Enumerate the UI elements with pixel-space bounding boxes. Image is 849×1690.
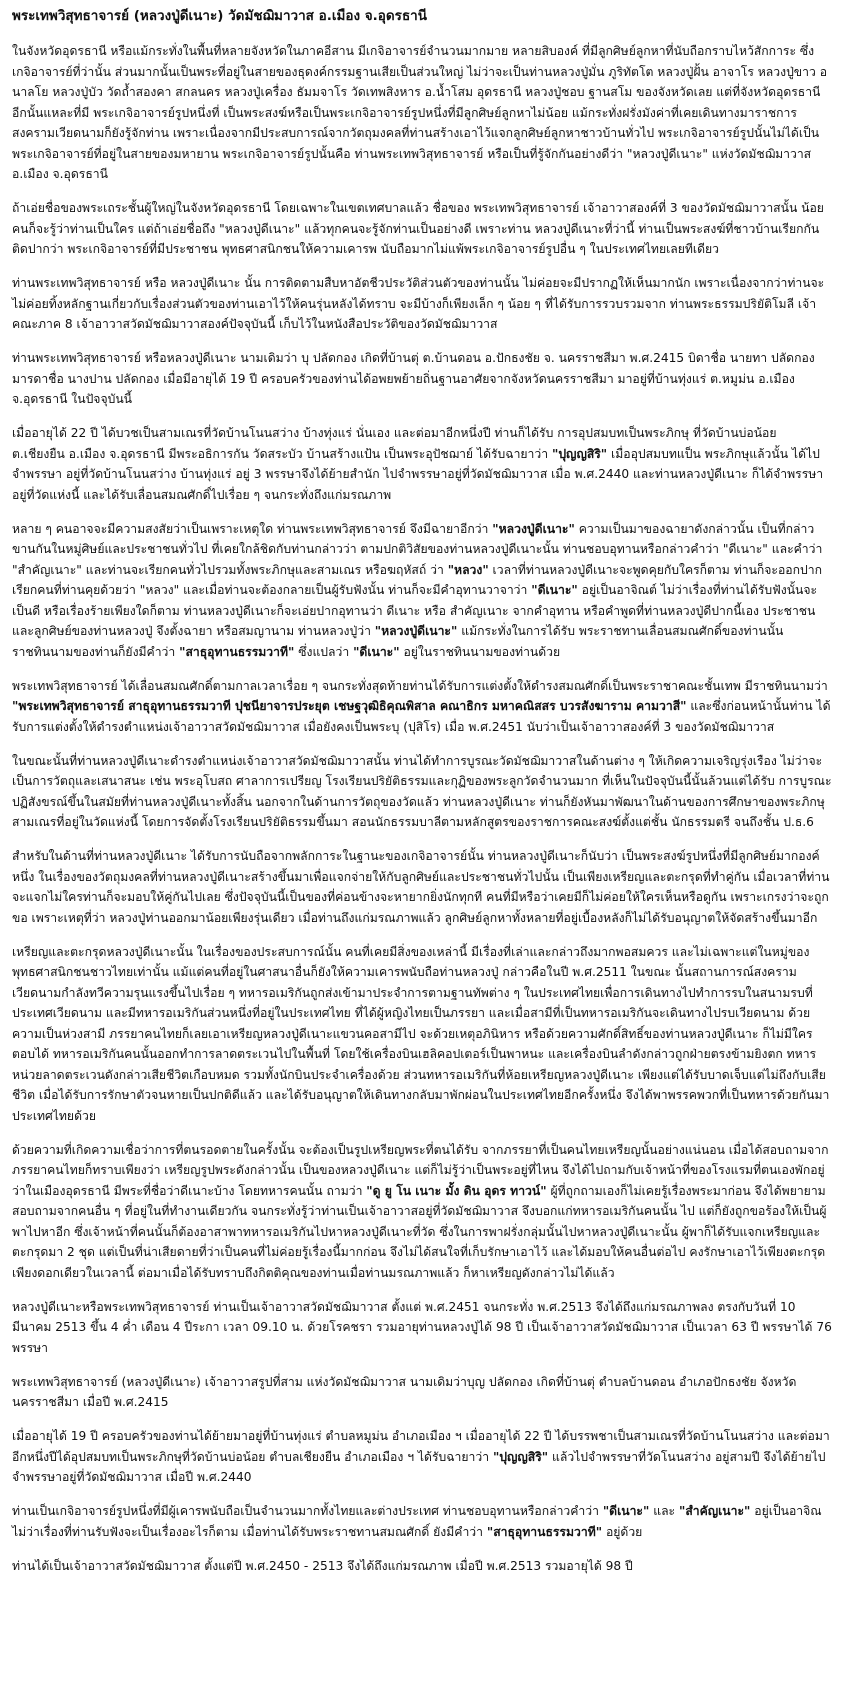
emphasized-term: "ปุญญสิริ": [492, 1449, 549, 1464]
article-paragraph: [12, 751, 833, 833]
article-title: พระเทพวิสุทธาจารย์ (หลวงปู่ดีเนาะ) วัดมัชฌิมาวาส อ.เมือง จ.อุดรธานี: [12, 8, 427, 24]
paragraph-text: ด้วยความที่เกิดความเชื่อว่าการที่ตนรอดตายในครั้งนั้น จะต้องเป็นรูปเหรียญพระที่ตนได้รับ จากภรรยาที่เป็นคนไทยเหรียญนั้นอย่างแน่นอน เมื่อได้สอบถามจากภรรยาคนไทยก็ทราบเพียงว่า เหรียญรูปพระดังกล่าวนั้น เป็นของหลวงปู่ดีเนาะ แต่ก็ไม่รู้ว่าเป็นพระอยู่ที่ไหน จึงได้ไปถามกับเจ้าหน้าที่ของโรงแรมที่ตนเองพักอยู่ว่าในเมืองอุดรธานี มีพระที่ชื่อว่าดีเนาะบ้าง โดยทหารคนนั้น ถามว่า: [12, 1142, 829, 1198]
paragraph-text: พระเทพวิสุทธาจารย์ ได้เลื่อนสมณศักดิ์ตามกาลเวลาเรื่อย ๆ จนกระทั่งสุดท้ายท่านได้รับการแต่งตั้งให้ดำรงสมณศักดิ์เป็นพระราชาคณะชั้นเทพ มีราชทินนามว่า: [12, 678, 828, 693]
paragraph-text: หลวงปู่ดีเนาะหรือพระเทพวิสุทธาจารย์ ท่านเป็นเจ้าอาวาสวัดมัชฌิมาวาส ตั้งแต่ พ.ศ.2451 จนกระทั่ง พ.ศ.2513 จึงได้ถึงแก่มรณภาพลง ตรงกับวันที่ 10 มีนาคม 2513 ขึ้น 4 ค่ำ เดือน 4 ปีระกา เวลา 09.10 น. ด้วยโรคชรา รวมอายุท่านหลวงปู่ได้ 98 ปี เป็นเจ้าอาวาสวัดมัชฌิมาวาส เป็นเวลา 63 ปี พรรษาได้ 76 พรรษา: [12, 1299, 832, 1355]
paragraph-text: อยู่เป็นอาจิณต์ ไม่ว่าเรื่องที่ท่านได้รับฟังนั้นจะเป็นดี หรือเรื่องร้ายเพียงใดก็ตาม ท่านหลวงปู่ดีเนาะก็จะเอ่ยปากอุทานว่า ดีเนาะ หรือ สำคัญเนาะ จากคำอุทาน หรือคำพูดที่ท่านหลวงปู่ดีปากนี้เอง ประชาชนและลูกศิษย์ของท่านหลวงปู่ จึงตั้งฉายา หรือสมญานาม ท่านหลวงปู่ว่า: [12, 583, 818, 638]
emphasized-term: "ปุญญสิริ": [551, 446, 608, 461]
article-paragraph: [12, 846, 833, 928]
paragraph-text: และ: [649, 1504, 679, 1518]
article-paragraph: [12, 41, 833, 185]
emphasized-term: "สาธุอุทานธรรมวาที": [486, 1524, 603, 1539]
paragraph-text: แล้วไปจำพรรษาที่วัดโนนสว่าง อยู่สามปี จึงได้ย้ายไปจำพรรษาอยู่ที่วัดมัชฌิมาวาส เมื่อปี พ.ศ.2440: [12, 1449, 826, 1484]
paragraph-text: อยู่ด้วย: [602, 1524, 643, 1539]
emphasized-term: "หลวงปู่ดีเนาะ": [374, 624, 458, 638]
paragraph-text: ในขณะนั้นที่ท่านหลวงปู่ดีเนาะดำรงตำแหน่งเจ้าอาวาสวัดมัชฌิมาวาสนั้น ท่านได้ทำการบูรณะวัดมัชฌิมาวาสในด้านต่าง ๆ ให้เกิดความเจริญรุ่งเรือง ไม่ว่าจะเป็นการวัตถุและเสนาสนะ เช่น พระอุโบสถ ศาลาการเปรียญ โรงเรียนปริยัติธรรมและกุฏิของพระลูกวัดจำนวนมาก ที่เห็นในปัจจุบันนี้นั้นล้วนแต่ได้รับ การบูรณะปฏิสังขรณ์ขึ้นในสมัยที่ท่านหลวงปู่ดีเนาะทั้งสิ้น นอกจากในด้านการวัตถุของวัดแล้ว ท่านหลวงปู่ดีเนาะ ท่านก็ยังหันมาพัฒนาในด้านของการศึกษาของพระภิกษุสามเณรที่อยู่ในวัดแห่งนี้ โดยการจัดตั้งโรงเรียนปริยัติธรรมขึ้นมา สอนนักธรรมบาลีตามหลักสูตรของราชการคณะสงฆ์ตั้งแต่ชั้น นักธรรมตรี จนถึงชั้น ป.ธ.6: [12, 753, 832, 829]
article-paragraph: [12, 519, 833, 663]
paragraph-text: ในจังหวัดอุดรธานี หรือแม้กระทั่งในพื้นที่หลายจังหวัดในภาคอีสาน มีเกจิอาจารย์จำนวนมากมาย หลายสิบองค์ ที่มีลูกศิษย์ลูกหาที่นับถือกราบไหว้สักการะ ซึ่งเกจิอาจารย์ที่ว่านั้น ส่วนมากนั้นเป็นพระที่อยู่ในสายของธุดงค์กรรมฐานเสียเป็นส่วนใหญ่ ไม่ว่าจะเป็นท่านหลวงปู่มั่น ภูริทัตโต หลวงปู่ฝั้น อาจาโร หลวงปู่ขาว อนาลโย หลวงปู่บัว วัดถ้ำสองคา สกลนคร หลวงปู่เครื่อง ธัมมจาโร วัดเทพสิงหาร อ.น้ำโสม อุดรธานี หลวงปู่ชอบ ฐานสโม ของจังหวัดเลย แต่ที่จังหวัดอุดรธานีอีกนั้นแหละที่มี พระเกจิอาจารย์รูปหนึ่งที่ เป็นพระสงฆ์หรือเป็นพระเกจิอาจารย์รูปหนึ่งที่มีลูกศิษย์ลูกหาไม่น้อย แม้กระทั่งฝรั่งมังค่าที่เคยเดินทางมาราชการสงครามเวียดนามก็ยังรู้จักท่าน เพราะเนื่องจากมีประสบการณ์จากวัตถุมงคลที่ท่านสร้างเอาไว้แจกลูกศิษย์ลูกหาชาวบ้านทั่วไป พระเกจิอาจารย์รูปนั้นไม่ได้เป็นพระเกจิอาจารย์ที่อยู่ในสายของมหายาน พระเกจิอาจารย์รูปนั้นคือ ท่านพระเทพวิสุทธาจารย์ หรือเป็นที่รู้จักกันอย่างดีว่า "หลวงปู่ดีเนาะ" แห่งวัดมัชฌิมาวาส อ.เมือง จ.อุดรธานี: [12, 44, 828, 181]
paragraph-text: ท่านได้เป็นเจ้าอาวาสวัดมัชฌิมาวาส ตั้งแต่ปี พ.ศ.2450 - 2513 จึงได้ถึงแก่มรณภาพ เมื่อปี พ.ศ.2513 รวมอายุได้ 98 ปี: [12, 1558, 633, 1573]
article-paragraph: [12, 1372, 833, 1413]
paragraph-text: ท่านเป็นเกจิอาจารย์รูปหนึ่งที่มีผู้เคารพนับถือเป็นจำนวนมากทั้งไทยและต่างประเทศ ท่านชอบอุทานหรือกล่าวคำว่า: [12, 1504, 603, 1518]
article-paragraph: [12, 1140, 833, 1284]
paragraph-text: เวลาที่ท่านหลวงปู่ดีเนาะจะพูดคุยกับใครก็ตาม ท่านก็จะออกปากเรียกคนที่ท่านคุยด้วยว่า "หลวง" และเมื่อท่านจะต้องกลายเป็นผู้รับฟังนั้น ท่านก็จะมีคำอุทานวาจาว่า: [12, 562, 822, 597]
paragraph-text: พระเทพวิสุทธาจารย์ (หลวงปู่ดีเนาะ) เจ้าอาวาสรูปที่สาม แห่งวัดมัชฌิมาวาส นามเดิมว่าบุญ ปลัดกอง เกิดที่บ้านตุ่ ตำบลบ้านดอน อำเภอปักธงชัย จังหวัดนครราชสีมา เมื่อปี พ.ศ.2415: [12, 1374, 797, 1409]
paragraph-text: ซึ่งแปลว่า: [294, 644, 354, 659]
emphasized-term: "สาธุอุทานธรรมวาที": [179, 644, 295, 659]
paragraph-text: หลาย ๆ คนอาจจะมีความสงสัยว่าเป็นเพราะเหตุใด ท่านพระเทพวิสุทธาจารย์ จึงมีฉายาอีกว่า: [12, 521, 493, 536]
paragraph-text: ท่านพระเทพวิสุทธาจารย์ หรือ หลวงปู่ดีเนาะ นั้น การติดตามสืบหาอัตชีวประวัติส่วนตัวของท่านนั้น ไม่ค่อยจะมีปรากฏให้เห็นมากนัก เพราะเนื่องจากว่าท่านจะไม่ค่อยทิ้งหลักฐานเกี่ยวกับเรื่องส่วนตัวของท่านเอาไว้ให้คนรุ่นหลังได้ทราบ จะมีบ้างก็เพียงเล็ก ๆ น้อย ๆ ที่ได้รับการรวบรวมจาก ท่านพระธรรมปริยัติโมลี เจ้าคณะภาค 8 เจ้าอาวาสวัดมัชฌิมาวาสองค์ปัจจุบันนี้ เก็บไว้ในหนังสือประวัติของวัดมัชฌิมาวาส: [12, 276, 825, 331]
article-paragraph: [12, 942, 833, 1127]
paragraph-text: อยู่ในราชทินนามของท่านด้วย: [399, 644, 561, 659]
paragraph-text: และซึ่งก่อนหน้านั้นท่าน ได้รับการแต่งตั้งให้ดำรงตำแหน่งเจ้าอาวาสวัดมัชฌิมาวาส เมื่อยังคงเป็นพระบุ (ปุสิโร) เมื่อ พ.ศ.2451 นับว่าเป็นเจ้าอาวาสองค์ที่ 3 ของวัดมัชฌิมาวาส: [12, 699, 831, 734]
article-paragraph: [12, 348, 833, 410]
emphasized-term: "สำคัญเนาะ": [678, 1504, 751, 1518]
emphasized-term: "หลวง": [447, 562, 489, 577]
article-body: [12, 41, 833, 1576]
paragraph-text: แม้กระทั่งในการได้รับ พระราชทานเลื่อนสมณศักดิ์ของท่านนั้น ราชทินนามของท่านก็ยังมีคำว่า: [12, 624, 784, 659]
paragraph-text: อยู่เป็นอาจิณ ไม่ว่าเรื่องที่ท่านรับฟังจะเป็นเรื่องอะไรก็ตาม เมื่อท่านได้รับพระราชทานสมณศักดิ์ ยังมีคำว่า: [12, 1504, 822, 1539]
article-paragraph: [12, 676, 833, 738]
article-paragraph: [12, 198, 833, 260]
paragraph-text: เมื่ออายุได้ 22 ปี ได้บวชเป็นสามเณรที่วัดบ้านโนนสว่าง บ้างทุ่งแร่ นั่นเอง และต่อมาอีกหนึ่งปี ท่านก็ได้รับ การอุปสมบทเป็นพระภิกษุ ที่วัดบ้านบ่อน้อย ต.เชียงยืน อ.เมือง จ.อุดรธานี มีพระอธิการกัน วัดสระบัว บ้านสร้างแป้น เป็นพระอุปัชฌาย์ ได้รับฉายาว่า: [12, 426, 777, 461]
emphasized-term: "ดีเนาะ": [353, 644, 400, 659]
emphasized-term: "ดีเนาะ": [602, 1504, 650, 1518]
paragraph-text: เมื่ออายุได้ 19 ปี ครอบครัวของท่านได้ย้ายมาอยู่ที่บ้านทุ่งแร่ ตำบลหมูม่น อำเภอเมือง ฯ เมื่ออายุได้ 22 ปี ได้บรรพชาเป็นสามเณรที่วัดบ้านโนนสว่าง และต่อมาอีกหนึ่งปีได้อุปสมบทเป็นพระภิกษุที่วัดบ้านบ่อน้อย ตำบลเชียงยืน อำเภอเมือง ฯ ได้รับฉายาว่า: [12, 1429, 830, 1464]
article-paragraph: [12, 1297, 833, 1359]
emphasized-term: "ดีเนาะ": [531, 583, 578, 597]
paragraph-text: เมื่ออุปสมบทแป็น พระภิกษุแล้วนั้น ได้ไปจำพรรษา อยู่ที่วัดบ้านโนนสว่าง บ้านทุ่งแร่ อยู่ 3 พรรษาจึงได้ย้ายสำนัก ไปจำพรรษาอยู่ที่วัดมัชฌิมาวาส เมื่อ พ.ศ.2440 และท่านหลวงปู่ดีเนาะ ก็ได้จำพรรษาอยู่ที่วัดแห่งนี้ และได้รับเลื่อนสมณศักดิ์ไปเรื่อย ๆ จนกระทั่งถึงแก่มรณภาพ: [12, 446, 824, 502]
article-paragraph: [12, 1556, 833, 1577]
emphasized-term: "ดู ยู โน เนาะ มั้ง ดิน อุดร ทาวน์": [366, 1183, 547, 1198]
article-paragraph: [12, 1501, 833, 1542]
paragraph-text: สำหรับในด้านที่ท่านหลวงปู่ดีเนาะ ได้รับการนับถือจากพลักการะในฐานะของเกจิอาจารย์นั้น ท่านหลวงปู่ดีเนาะก็นับว่า เป็นพระสงฆ์รูปหนึ่งที่มีลูกศิษย์มากองค์หนึ่ง ในเรื่องของวัตถุมงคลที่ท่านหลวงปู่ดีเนาะสร้างขึ้นมาเพื่อแจกจ่ายให้กับลูกศิษย์และประชาชนทั่วไปนั้น เป็นเพียงเหรียญและตะกรุดที่ทำคู่กัน เมื่อเวลาที่ท่านจะแจกไม่ใครท่านก็จะมอบให้คู่กันไปเลย ซึ่งปัจจุบันนี้เป็นของที่ค่อนข้างจะหายากยิ่งนักทุกที คนที่มีหรือว่าเคยมีก็ไม่ค่อยให้ใครเห็นหรือดูกัน เพราะเกรงว่าจะถูกขอ เพราะเหตุที่ว่า หลวงปู่ท่านออกมาน้อยเพียงรุ่นเดียว เมื่อท่านถึงแก่มรณภาพแล้ว ลูกศิษย์ลูกหาทั้งหลายที่อยู่เบื้องหลังก็ไม่ได้รับอนุญาตให้จัดสร้างขึ้นมาอีก: [12, 849, 830, 925]
paragraph-text: ถ้าเอ่ยชื่อของพระเถระชั้นผู้ใหญ่ในจังหวัดอุดรธานี โดยเฉพาะในเขตเทศบาลแล้ว ชื่อของ พระเทพวิสุทธาจารย์ เจ้าอาวาสองค์ที่ 3 ของวัดมัชฌิมาวาสนั้น น้อยคนก็จะรู้ว่าท่านเป็นใคร แต่ถ้าเอ่ยชื่อถึง "หลวงปู่ดีเนาะ" แล้วทุกคนจะรู้จักท่านเป็นอย่างดี เพราะท่าน หลวงปู่ดีเนาะที่ว่านี้ ท่านเป็นพระสงฆ์ที่ชาวบ้านเรียกกันติดปากว่า พระเกจิอาจารย์ที่มีประชาชน พุทธศาสนิกชนให้ความเคารพ นับถือมากไม่แพ้พระเกจิอาจารย์รูปอื่น ๆ ในประเทศไทยเลยทีเดียว: [12, 201, 824, 256]
paragraph-text: เหรียญและตะกรุดหลวงปู่ดีเนาะนั้น ในเรื่องของประสบการณ์นั้น คนที่เคยมีสิ่งของเหล่านี้ มีเรื่องที่เล่าและกล่าวถึงมากพอสมควร และไม่เฉพาะแต่ในหมู่ของพุทธศาสนิกชนชาวไทยเท่านั้น แม้แต่คนที่อยู่ในศาสนาอื่นก็ยังให้ความเคารพนับถือท่านหลวงปู่ กล่าวคือในปี พ.ศ.2511 ในขณะ นั้นสถานการณ์สงครามเวียดนามกำลังทวีความรุนแรงขึ้นไปเรื่อย ๆ ทหารอเมริกันถูกส่งเข้ามาประจำการตามฐานทัพต่าง ๆ ในประเทศไทยเพื่อการเดินทางไปทำการรบในสนามรบที่ประเทศเวียดนาม และมีทหารอเมริกันส่วนหนึ่งที่อยู่ในประเทศไทย ที่ได้ผู้หญิงไทยเป็นภรรยา และเมื่อสามีที่เป็นทหารอเมริกันจะเดินทางไปรบเวียดนาม ด้วยความเป็นห่วงสามี ภรรยาคนไทยก็เลยเอาเหรียญหลวงปู่ดีเนาะแขวนคอสามีไป จะด้วยเหตุอภินิหาร หรือด้วยความศักดิ์สิทธิ์ของท่านหลวงปู่ดีเนาะ ก็ไม่มีใครตอบได้ ทหารอเมริกันคนนั้นออกทำการลาดตระเวนไปในพื้นที่ โดยใช้เครื่องบินเฮลิคอปเตอร์เป็นพาหนะ และเครื่องบินลำดังกล่าวถูกฝ่ายตรงข้ามยิงตก ทหารหน่วยลาดตระเวนดังกล่าวเสียชีวิตเกือบหมด รวมทั้งนักบินประจำเครื่องด้วย ส่วนทหารอเมริกันที่ห้อยเหรียญหลวงปู่ดีเนาะ เพียงแต่ได้รับบาดเจ็บแต่ไม่ถึงกับเสียชีวิต เมื่อได้รับการรักษาตัวจนหายเป็นปกติดีแล้ว และได้รับอนุญาตให้เดินทางกลับมาพักผ่อนในประเทศไทยอีกครั้งหนึ่ง จึงได้พาพรรคพวกที่เป็นทหารด้วยกันมาประเทศไทยด้วย: [12, 944, 830, 1123]
paragraph-text: ความเป็นมาของฉายาดังกล่าวนั้น เป็นที่กล่าวขานกันในหมู่ศิษย์และประชาชนทั่วไป ที่เคยใกล้ชิดกับท่านกล่าวว่า ตามปกติวิสัยของท่านหลวงปู่ดีเนาะนั้น ท่านชอบอุทานหรือกล่าวคำว่า "ดีเนาะ" และคำว่า "สำคัญเนาะ" และท่านจะเรียกคนทั่วไปรวมทั้งพระภิกษุและสามเณร หรือฆฤหัสถ์ ว่า: [12, 521, 823, 577]
emphasized-term: "พระเทพวิสุทธาจารย์ สาธุอุทานธรรมวาที ปุชนียาจารประยุต เชษฐวุฒิธิคุณพิสาล คณาธิกร มหาคณิสสร บวรสังฆาราม คามวาสี": [12, 699, 687, 713]
article-paragraph: [12, 1426, 833, 1488]
article-paragraph: [12, 423, 833, 505]
emphasized-term: "หลวงปู่ดีเนาะ": [492, 521, 575, 536]
paragraph-text: ท่านพระเทพวิสุทธาจารย์ หรือหลวงปู่ดีเนาะ นามเดิมว่า บุ ปลัดกอง เกิดที่บ้านตุ่ ต.บ้านดอน อ.ปักธงชัย จ. นครราชสีมา พ.ศ.2415 บิดาชื่อ นายทา ปลัดกอง มารดาชื่อ นางปาน ปลัดกอง เมื่อมีอายุได้ 19 ปี ครอบครัวของท่านได้อพยพย้ายถิ่นฐานอาศัยจากจังหวัดนครราชสีมา มาอยู่ที่บ้านทุ่งแร่ ต.หมูม่น อ.เมือง จ.อุดรธานี ในปัจจุบันนี้: [12, 351, 815, 406]
article-paragraph: [12, 273, 833, 335]
paragraph-text: ผู้ที่ถูกถามเองก็ไม่เคยรู้เรื่องพระมาก่อน จึงได้พยายามสอบถามจากคนอื่น ๆ ที่อยู่ในที่ทำงานเดียวกัน จนกระทั่งรู้ว่าท่านเป็นเจ้าอาวาสอยู่ที่วัดมัชฌิมาวาส จึงบอกแก่ทหารอเมริกันคนนั้น ไป แต่ก็ยังถูกขอร้องให้เป็นผู้พาไปหาอีก ซึ่งเจ้าหน้าที่คนนั้นก็ต้องอาสาพาทหารอเมริกันไปหาหลวงปู่ดีเนาะที่วัด ซึ่งในการพาฝรั่งกลุ่มนั้นไปหาหลวงปู่ดีเนาะนั้น ผู้พาก็ได้รับแจกเหรียญและตะกรุดมา 2 ชุด แต่เป็นที่น่าเสียดายที่ว่าเป็นคนที่ไม่ค่อยรู้เรื่องนี้มากก่อน จึงไม่ได้สนใจที่เก็บรักษาเอาไว้ และได้มอบให้คนอื่นต่อไป คงรักษาเอาไว้เพียงตะกรุดเพียงดอกเดียวในเวลานี้ ต่อมาเมื่อได้รับทราบถึงกิตติคุณของท่านเมื่อท่านมรณภาพแล้ว ก็หาเหรียญดังกล่าวไม่ได้แล้ว: [12, 1183, 827, 1280]
